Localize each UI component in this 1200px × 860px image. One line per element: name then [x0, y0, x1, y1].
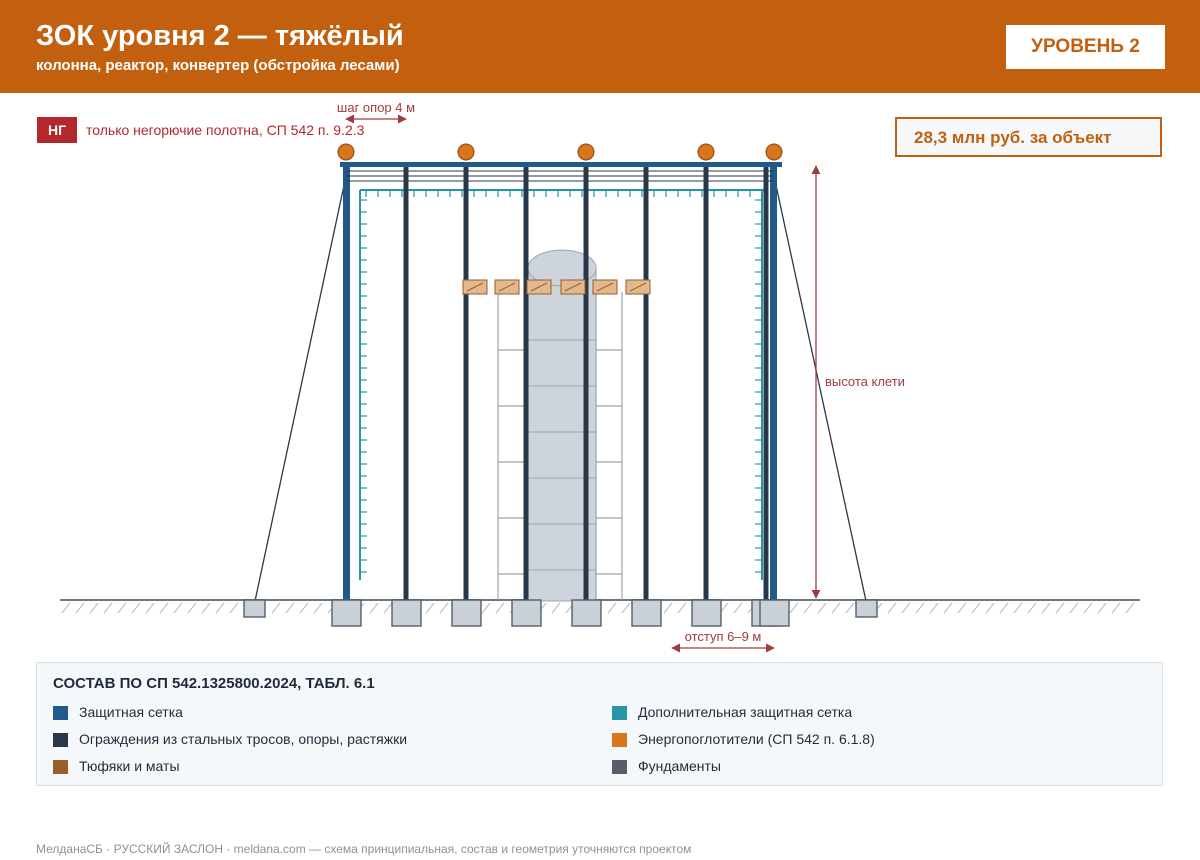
- level-badge: УРОВЕНЬ 2: [1006, 25, 1165, 69]
- top-cables: [346, 171, 774, 181]
- foundations: [244, 600, 877, 626]
- energy-absorber-icon: [578, 144, 594, 160]
- ng-note: только негорючие полотна, СП 542 п. 9.2.3: [86, 122, 365, 138]
- energy-absorber-icon: [766, 144, 782, 160]
- legend-swatch: [612, 733, 627, 747]
- legend-swatch: [612, 706, 627, 720]
- legend-swatch: [53, 706, 68, 720]
- legend-label: Ограждения из стальных тросов, опоры, растяжки: [79, 731, 408, 747]
- legend-label: Энергопоглотители (СП 542 п. 6.1.8): [638, 731, 875, 747]
- post: [404, 165, 409, 600]
- page-subtitle: колонна, реактор, конвертер (обстройка лесами): [36, 57, 400, 74]
- top-net-beam: [340, 162, 782, 167]
- post: [704, 165, 709, 600]
- post-end-right: [770, 163, 777, 600]
- foundation-block: [512, 600, 541, 626]
- post: [584, 165, 589, 600]
- scheme-diagram: [0, 93, 1200, 653]
- foundation-block: [572, 600, 601, 626]
- legend-label: Фундаменты: [638, 758, 721, 774]
- offset-label: отступ 6–9 м: [684, 629, 762, 644]
- ng-badge: НГ: [37, 117, 77, 143]
- post: [764, 165, 769, 600]
- foundation-block: [452, 600, 481, 626]
- legend-label: Защитная сетка: [79, 704, 183, 720]
- foundation-block: [692, 600, 721, 626]
- price-box: 28,3 млн руб. за объект: [895, 117, 1162, 157]
- foundation-block: [392, 600, 421, 626]
- energy-absorber-icon: [458, 144, 474, 160]
- legend-label: Тюфяки и маты: [79, 758, 180, 774]
- header-bar: [0, 0, 1200, 93]
- guy-wire-left: [255, 176, 346, 601]
- legend-panel: [36, 662, 1163, 786]
- height-label: высота клети: [825, 374, 905, 389]
- footer-note: МелданаСБ · РУССКИЙ ЗАСЛОН · meldana.com — схема принципиальная, состав и геометрия уточняются проектом: [36, 842, 692, 856]
- legend-swatch: [612, 760, 627, 774]
- legend-swatch: [53, 760, 68, 774]
- anchor-block: [856, 600, 877, 617]
- anchor-block: [244, 600, 265, 617]
- legend-title: СОСТАВ ПО СП 542.1325800.2024, ТАБЛ. 6.1: [53, 675, 375, 692]
- foundation-block: [332, 600, 361, 626]
- foundation-block: [760, 600, 789, 626]
- post: [524, 165, 529, 600]
- energy-absorbers: [338, 144, 782, 160]
- span-label: шаг опор 4 м: [336, 100, 416, 115]
- post: [464, 165, 469, 600]
- post: [644, 165, 649, 600]
- energy-absorber-icon: [338, 144, 354, 160]
- legend-swatch: [53, 733, 68, 747]
- foundation-block: [632, 600, 661, 626]
- post-end-left: [343, 163, 350, 600]
- legend-label: Дополнительная защитная сетка: [638, 704, 853, 720]
- energy-absorber-icon: [698, 144, 714, 160]
- page-title: ЗОК уровня 2 — тяжёлый: [36, 20, 404, 52]
